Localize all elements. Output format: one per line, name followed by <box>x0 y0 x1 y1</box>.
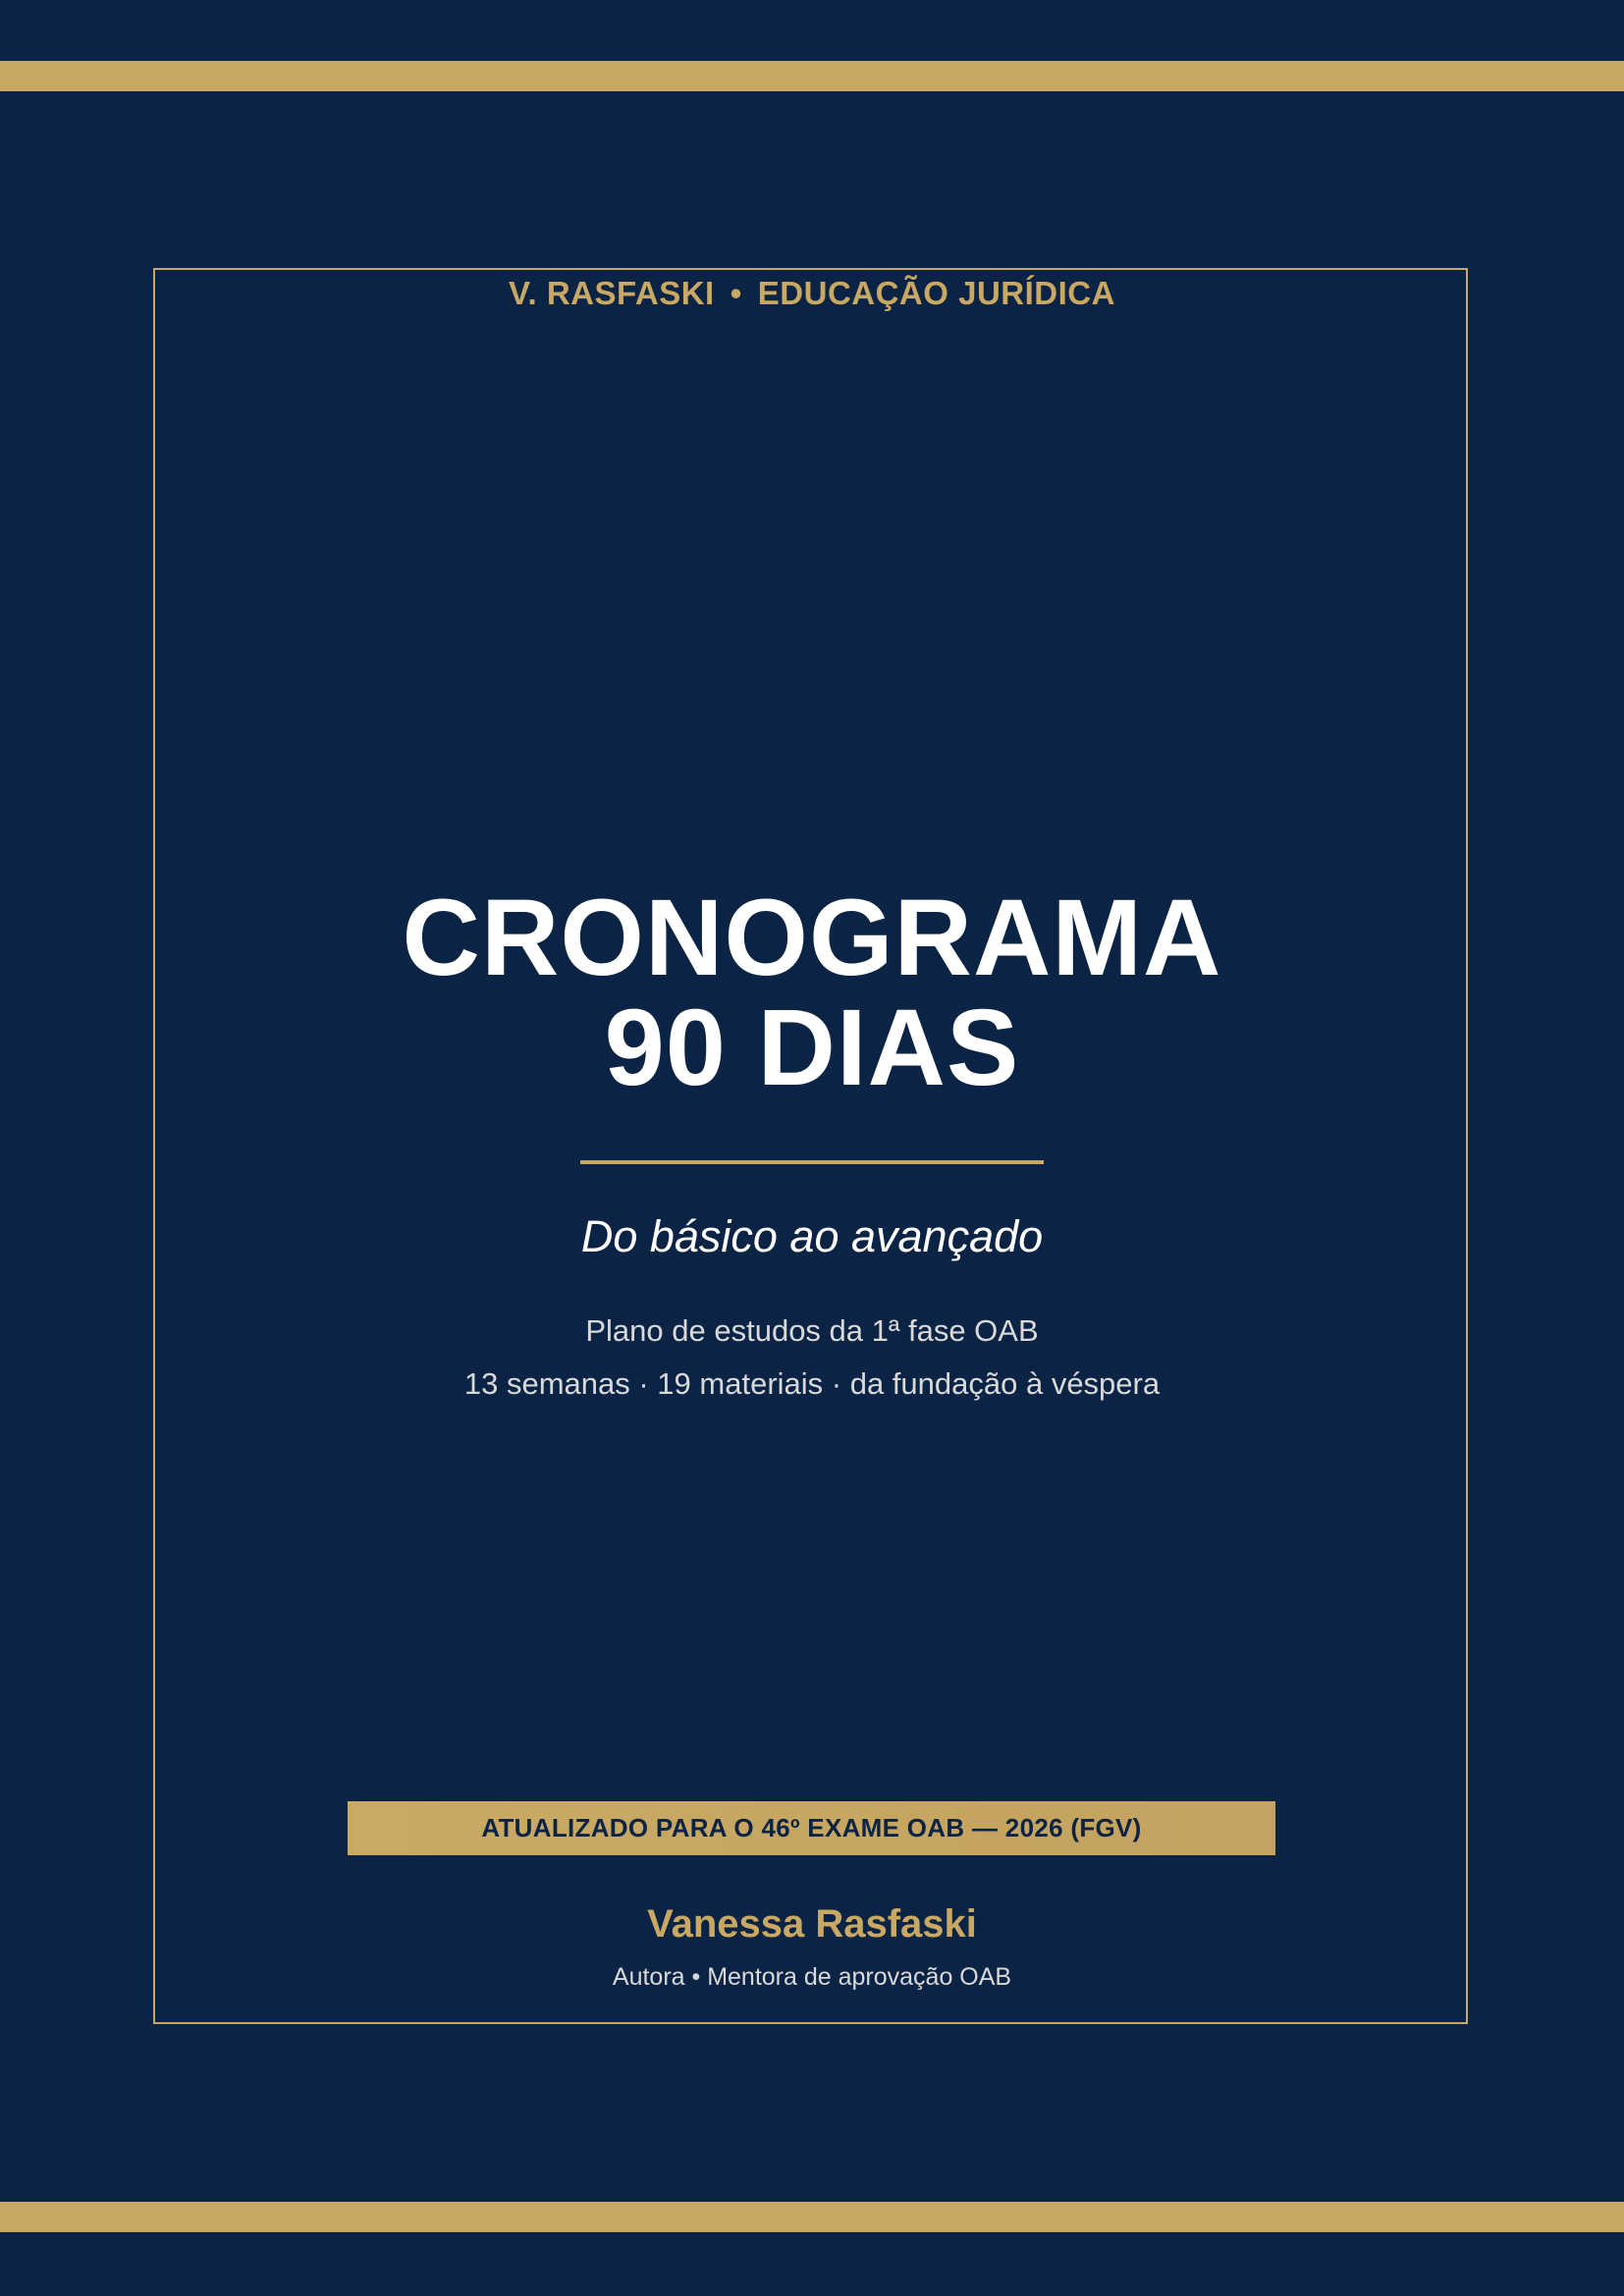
top-gold-stripe <box>0 61 1624 91</box>
author-role: Autora • Mentora de aprovação OAB <box>612 1963 1012 1991</box>
title-line-2: 90 DIAS <box>604 988 1020 1108</box>
cover-frame <box>153 268 1468 2024</box>
cover-subtitle: Do básico ao avançado <box>580 1211 1044 1261</box>
title-divider <box>580 1160 1044 1164</box>
brand-header <box>0 275 1624 312</box>
brand-tagline: EDUCAÇÃO JURÍDICA <box>757 275 1115 311</box>
cover-title <box>0 878 1624 1108</box>
title-line-1: CRONOGRAMA <box>402 878 1222 998</box>
author-name: Vanessa Rasfaski <box>647 1902 977 1946</box>
description-line-1: Plano de estudos da 1ª fase OAB <box>585 1313 1039 1348</box>
update-banner: ATUALIZADO PARA O 46º EXAME OAB — 2026 (FGV) <box>348 1801 1275 1855</box>
brand-name: V. RASFASKI <box>509 275 715 311</box>
description-line-2: 13 semanas · 19 materiais · da fundação à véspera <box>463 1366 1161 1401</box>
brand-separator: • <box>730 275 742 311</box>
bottom-gold-stripe <box>0 2202 1624 2232</box>
